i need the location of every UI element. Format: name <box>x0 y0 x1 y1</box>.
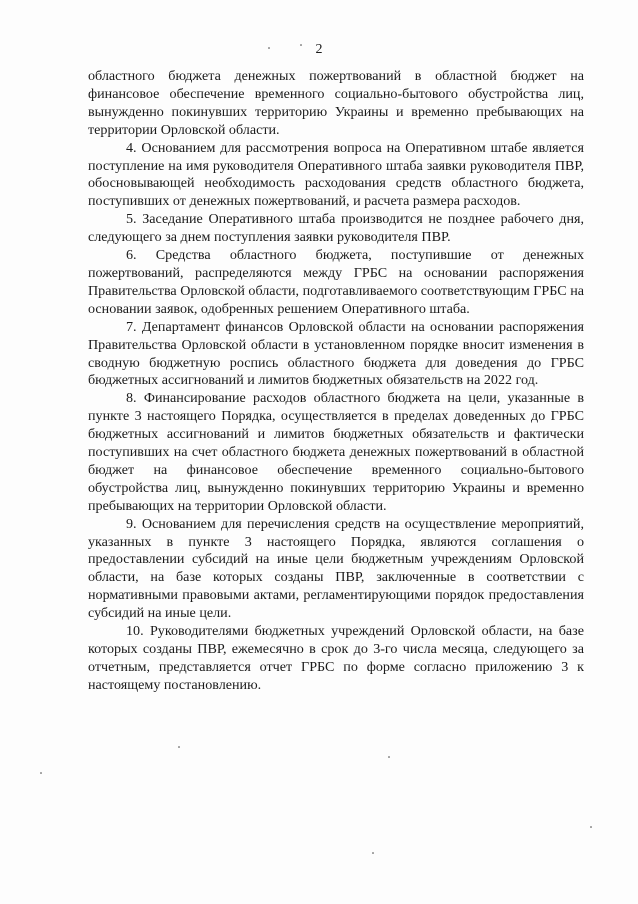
paragraph-item-5: 5. Заседание Оперативного штаба производится не позднее рабочего дня, следующего за днем поступления заявки руководителя ПВР. <box>88 211 584 246</box>
scan-speck <box>590 826 592 828</box>
scan-speck <box>372 852 374 854</box>
scan-speck <box>300 44 302 46</box>
paragraph-item-4: 4. Основанием для рассмотрения вопроса на Оперативном штабе является поступление на имя руководителя Оперативного штаба заявки руководителя ПВР, обосновывающей необходимость расходования средств областного бюджета, поступивших от денежных пожертвований, и расчета размера расходов. <box>88 139 584 210</box>
document-body <box>88 68 584 695</box>
scan-speck <box>388 756 390 758</box>
paragraph-continuation: областного бюджета денежных пожертвований в областной бюджет на финансовое обеспечение временного социально-бытового обустройства лиц, вынужденно покинувших территорию Украины и временно пребывающих на территории Орловской области. <box>88 68 584 138</box>
scan-speck <box>40 772 42 774</box>
paragraph-item-7: 7. Департамент финансов Орловской области на основании распоряжения Правительства Орловской области в установленном порядке вносит изменения в сводную бюджетную роспись областного бюджета для доведения до ГРБС бюджетных ассигнований и лимитов бюджетных обязательств на 2022 год. <box>88 318 584 389</box>
scan-speck <box>178 746 180 748</box>
paragraph-item-9: 9. Основанием для перечисления средств на осуществление мероприятий, указанных в пункте 3 настоящего Порядка, являются соглашения о предоставлении субсидий на иные цели бюджетным учреждениям Орловской области, на базе которых созданы ПВР, заключенные в соответствии с нормативными правовыми актами, регламентирующими порядок предоставления субсидий на иные цели. <box>88 515 584 622</box>
scan-speck <box>268 47 270 49</box>
paragraph-item-8: 8. Финансирование расходов областного бюджета на цели, указанные в пункте 3 настоящего Порядка, осуществляется в пределах доведенных до ГРБС бюджетных ассигнований и лимитов бюджетных обязательств и фактически поступивших на счет областного бюджета денежных пожертвований в областной бюджет на финансовое обеспечение временного социально-бытового обустройства лиц, вынужденно покинувших территорию Украины и временно пребывающих на территории Орловской области. <box>88 390 584 514</box>
paragraph-item-10: 10. Руководителями бюджетных учреждений Орловской области, на базе которых созданы ПВР, ежемесячно в срок до 3-го числа месяца, следующего за отчетным, представляется отчет ГРБС по форме согласно приложению 3 к настоящему постановлению. <box>88 623 584 693</box>
paragraph-item-6: 6. Средства областного бюджета, поступившие от денежных пожертвований, распределяются между ГРБС на основании распоряжения Правительства Орловской области, подготавливаемого соответствующим ГРБС на основании заявок, одобренных решением Оперативного штаба. <box>88 247 584 317</box>
page-number: 2 <box>315 42 323 57</box>
